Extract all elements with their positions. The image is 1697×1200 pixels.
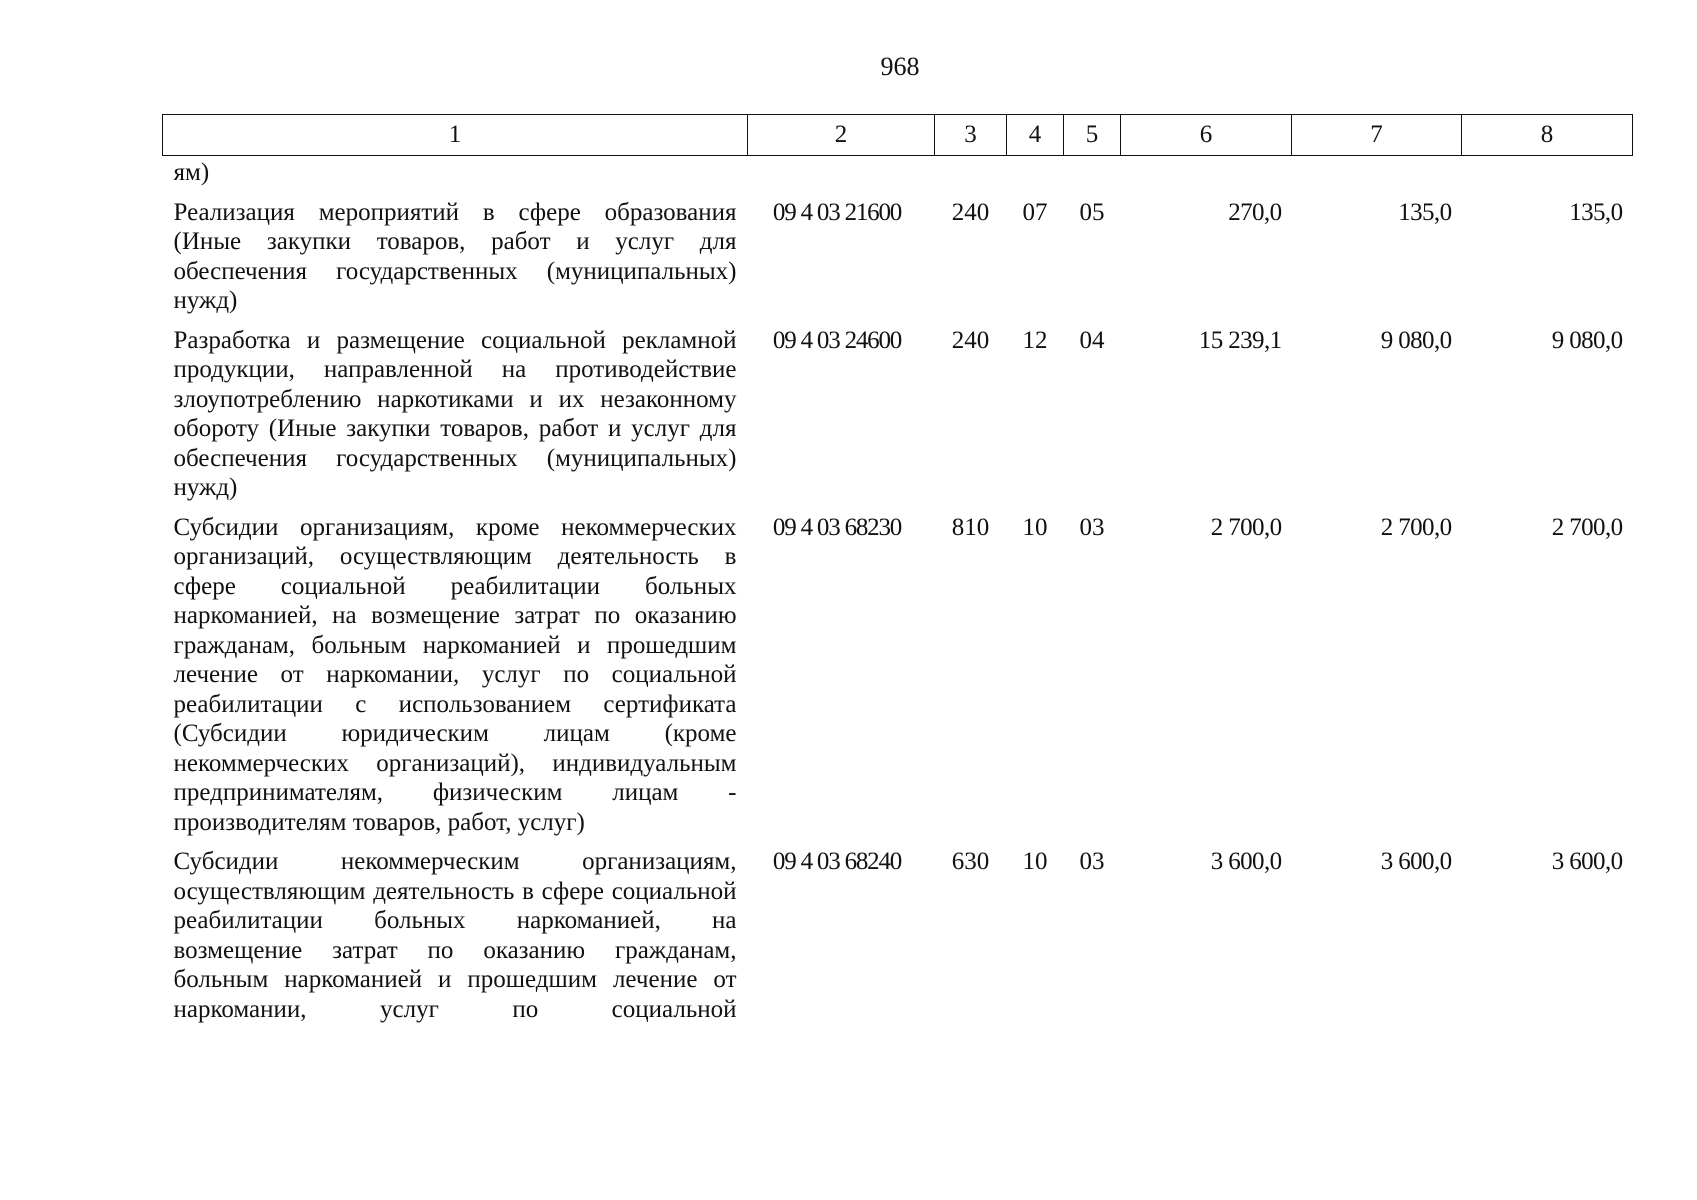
column-header-7: 7 <box>1292 115 1462 156</box>
row-amount-col7: 135,0 <box>1398 198 1452 226</box>
row-expense-type: 810 <box>951 513 990 541</box>
row-section: 10 <box>1022 513 1048 541</box>
column-header-5: 5 <box>1064 115 1121 156</box>
row-target-code: 09 4 03 68240 <box>772 848 902 875</box>
row-amount-col8: 9 080,0 <box>1551 326 1623 354</box>
row-expense-type: 240 <box>951 326 990 354</box>
table-body <box>163 156 1633 1025</box>
table-row <box>163 837 1633 1024</box>
row-amount-col7: 3 600,0 <box>1380 848 1452 875</box>
row-amount-col6: 3 600,0 <box>1210 848 1282 875</box>
row-section: 07 <box>1022 198 1048 226</box>
table-row <box>163 188 1633 316</box>
row-target-code: 09 4 03 68230 <box>772 513 902 541</box>
row-target-code <box>748 156 935 188</box>
row-amount-col6: 270,0 <box>1228 198 1282 226</box>
row-amount-col7 <box>1292 156 1462 188</box>
row-amount-col8: 135,0 <box>1569 198 1623 226</box>
table-row <box>163 156 1633 188</box>
row-amount-col8: 2 700,0 <box>1551 513 1623 541</box>
row-expense-type: 630 <box>951 848 990 875</box>
header-row <box>163 115 1633 156</box>
row-section: 12 <box>1022 326 1048 354</box>
row-description: ям) <box>173 159 210 186</box>
column-header-2: 2 <box>748 115 935 156</box>
row-description: Субсидии организациям, кроме некоммерческих организаций, осуществляющим деятельность в сфере социальной реабилитации больных наркоманией, на возмещение затрат по оказанию гражданам, больным наркоманией и прошедшим лечение от наркомании, услуг по социальной реабилитации с использованием сертификата (Субсидии юридическим лицам (кроме некоммерческих организаций), индивидуальным предпринимателям, физическим лицам - производителям товаров, работ, услуг) <box>173 513 737 836</box>
row-amount-col6 <box>1121 156 1292 188</box>
row-amount-col8: 3 600,0 <box>1551 848 1623 875</box>
column-header-3: 3 <box>935 115 1007 156</box>
row-section: 10 <box>1022 848 1048 875</box>
row-subsection: 03 <box>1079 848 1105 875</box>
table-header <box>163 115 1633 156</box>
row-amount-col7: 9 080,0 <box>1380 326 1452 354</box>
table-row <box>163 503 1633 838</box>
row-subsection: 03 <box>1079 513 1105 541</box>
column-header-1: 1 <box>163 115 748 156</box>
row-description: Субсидии некоммерческим организациям, осуществляющим деятельность в сфере социальной реабилитации больных наркоманией, на возмещение затрат по оказанию гражданам, больным наркоманией и прошедшим лечение от наркомании, услуг по социальной <box>173 848 737 1023</box>
column-header-8: 8 <box>1462 115 1633 156</box>
row-amount-col6: 15 239,1 <box>1198 326 1282 354</box>
row-subsection <box>1064 156 1121 188</box>
row-section <box>1007 156 1064 188</box>
table-row <box>163 316 1633 503</box>
row-subsection: 05 <box>1079 198 1105 226</box>
page-number: 968 <box>880 52 920 81</box>
column-header-4: 4 <box>1007 115 1064 156</box>
row-target-code: 09 4 03 21600 <box>772 198 902 226</box>
row-expense-type: 240 <box>951 198 990 226</box>
row-subsection: 04 <box>1079 326 1105 354</box>
row-amount-col7: 2 700,0 <box>1380 513 1452 541</box>
row-amount-col6: 2 700,0 <box>1210 513 1282 541</box>
row-description: Разработка и размещение социальной рекламной продукции, направленной на противодействие злоупотреблению наркотиками и их незаконному обороту (Иные закупки товаров, работ и услуг для обеспечения государственных (муниципальных) нужд) <box>173 326 737 501</box>
budget-table <box>162 114 1633 1024</box>
row-expense-type <box>935 156 1007 188</box>
row-amount-col8 <box>1462 156 1633 188</box>
row-description: Реализация мероприятий в сфере образования (Иные закупки товаров, работ и услуг для обеспечения государственных (муниципальных) нужд) <box>173 198 737 314</box>
row-target-code: 09 4 03 24600 <box>772 326 902 354</box>
column-header-6: 6 <box>1121 115 1292 156</box>
